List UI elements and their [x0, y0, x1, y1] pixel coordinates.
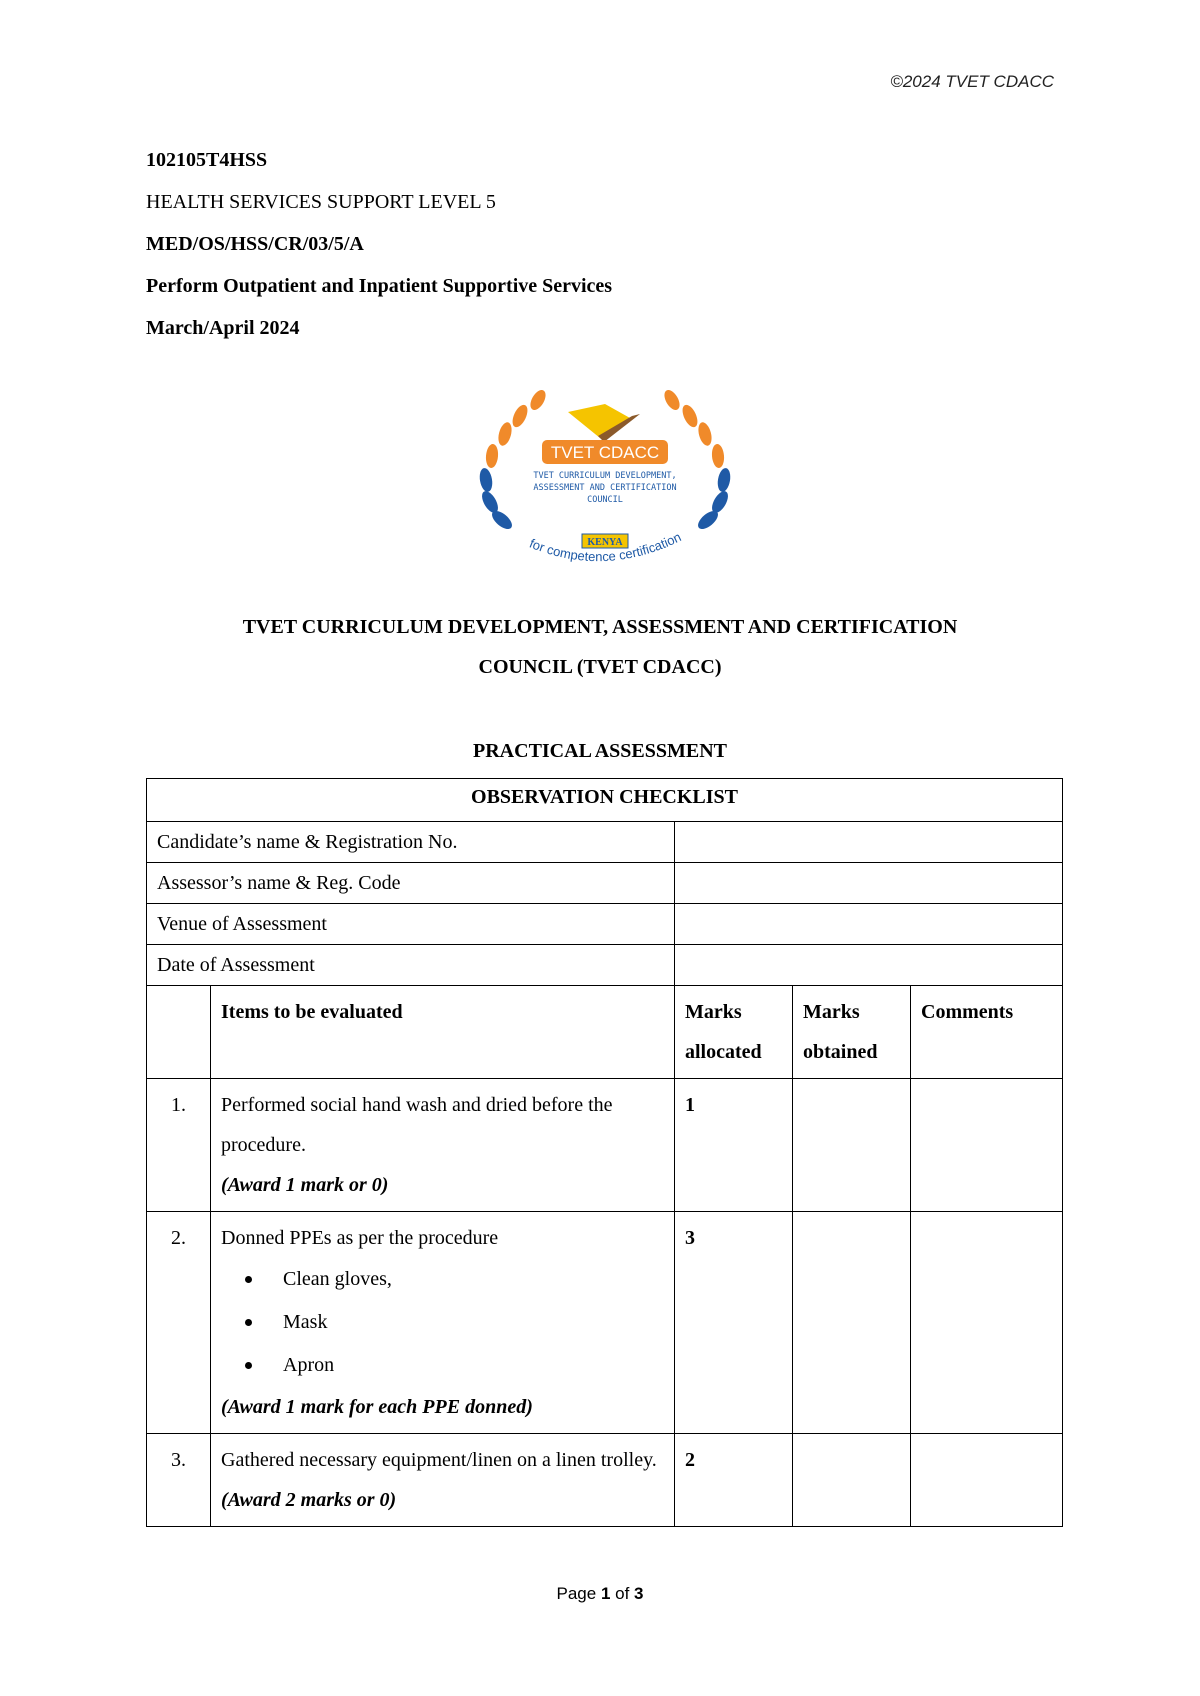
field-label: Venue of Assessment	[147, 904, 675, 945]
marks-obtained-cell[interactable]	[793, 1212, 911, 1434]
field-row	[147, 863, 1063, 904]
field-label: Assessor’s name & Reg. Code	[147, 863, 675, 904]
field-value[interactable]	[675, 904, 1063, 945]
unit-title: Perform Outpatient and Inpatient Supportive Services	[146, 275, 613, 297]
copyright-header: ©2024 TVET CDACC	[890, 72, 1054, 91]
marks-obtained-cell[interactable]	[793, 1079, 911, 1212]
table-row	[147, 1434, 1063, 1527]
marks-allocated-header: Marks allocated	[675, 986, 793, 1079]
field-label: Candidate’s name & Registration No.	[147, 822, 675, 863]
field-value[interactable]	[675, 945, 1063, 986]
exam-date: March/April 2024	[146, 317, 300, 339]
item-cell	[211, 1434, 675, 1527]
ppe-list	[221, 1258, 664, 1387]
tvet-cdacc-logo	[470, 390, 740, 590]
field-row	[147, 904, 1063, 945]
book-shape	[568, 404, 630, 438]
logo-line-1: TVET CURRICULUM DEVELOPMENT,	[533, 471, 677, 481]
logo-motto: for competence certification	[527, 529, 684, 565]
field-value[interactable]	[675, 863, 1063, 904]
list-item: Apron	[283, 1344, 664, 1387]
badge-text: TVET CDACC	[550, 443, 660, 462]
checklist-title-row	[147, 779, 1063, 822]
table-row	[147, 1212, 1063, 1434]
item-cell	[211, 1212, 675, 1434]
footer-middle: of	[610, 1584, 635, 1603]
marks-obtained-cell[interactable]	[793, 1434, 911, 1527]
logo-line-3: COUNCIL	[587, 495, 623, 505]
marks-obtained-header: Marks obtained	[793, 986, 911, 1079]
total-pages: 3	[634, 1584, 644, 1603]
award-note: (Award 1 mark or 0)	[221, 1174, 389, 1196]
item-cell	[211, 1079, 675, 1212]
item-text: Performed social hand wash and dried before the procedure.	[221, 1094, 613, 1156]
document-meta	[146, 146, 612, 356]
marks-allocated: 2	[675, 1434, 793, 1527]
comments-cell[interactable]	[911, 1079, 1063, 1212]
comments-cell[interactable]	[911, 1434, 1063, 1527]
council-name-line-1: TVET CURRICULUM DEVELOPMENT, ASSESSMENT AND CERTIFICATION	[242, 616, 958, 638]
current-page: 1	[600, 1584, 611, 1603]
comments-cell[interactable]	[911, 1212, 1063, 1434]
unit-code: MED/OS/HSS/CR/03/5/A	[146, 233, 364, 255]
field-label: Date of Assessment	[147, 945, 675, 986]
observation-checklist-table	[146, 778, 1063, 1527]
row-number: 1.	[147, 1079, 211, 1212]
laurel-right	[661, 390, 732, 532]
number-header	[147, 986, 211, 1079]
column-header-row	[147, 986, 1063, 1079]
council-name-line-2: COUNCIL (TVET CDACC)	[478, 656, 722, 678]
row-number: 2.	[147, 1212, 211, 1434]
award-note: (Award 2 marks or 0)	[221, 1489, 397, 1511]
marks-allocated: 1	[675, 1079, 793, 1212]
page-footer	[0, 1584, 1200, 1604]
row-number: 3.	[147, 1434, 211, 1527]
checklist-title: OBSERVATION CHECKLIST	[147, 779, 1063, 822]
list-item: Clean gloves,	[283, 1258, 664, 1301]
table-row	[147, 1079, 1063, 1212]
footer-prefix: Page	[556, 1584, 601, 1603]
field-row	[147, 822, 1063, 863]
course-code: 102105T4HSS	[146, 149, 268, 171]
items-header: Items to be evaluated	[211, 986, 675, 1079]
course-name: HEALTH SERVICES SUPPORT LEVEL 5	[146, 191, 496, 213]
assessment-title: PRACTICAL ASSESSMENT	[473, 740, 727, 762]
field-row	[147, 945, 1063, 986]
kenya-text: KENYA	[587, 537, 623, 548]
logo-line-2: ASSESSMENT AND CERTIFICATION	[533, 483, 677, 493]
field-value[interactable]	[675, 822, 1063, 863]
item-text: Donned PPEs as per the procedure	[221, 1227, 499, 1249]
comments-header: Comments	[911, 986, 1063, 1079]
item-text: Gathered necessary equipment/linen on a linen trolley.	[221, 1449, 657, 1471]
award-note: (Award 1 mark for each PPE donned)	[221, 1396, 533, 1418]
laurel-left	[478, 390, 549, 532]
marks-allocated: 3	[675, 1212, 793, 1434]
list-item: Mask	[283, 1301, 664, 1344]
